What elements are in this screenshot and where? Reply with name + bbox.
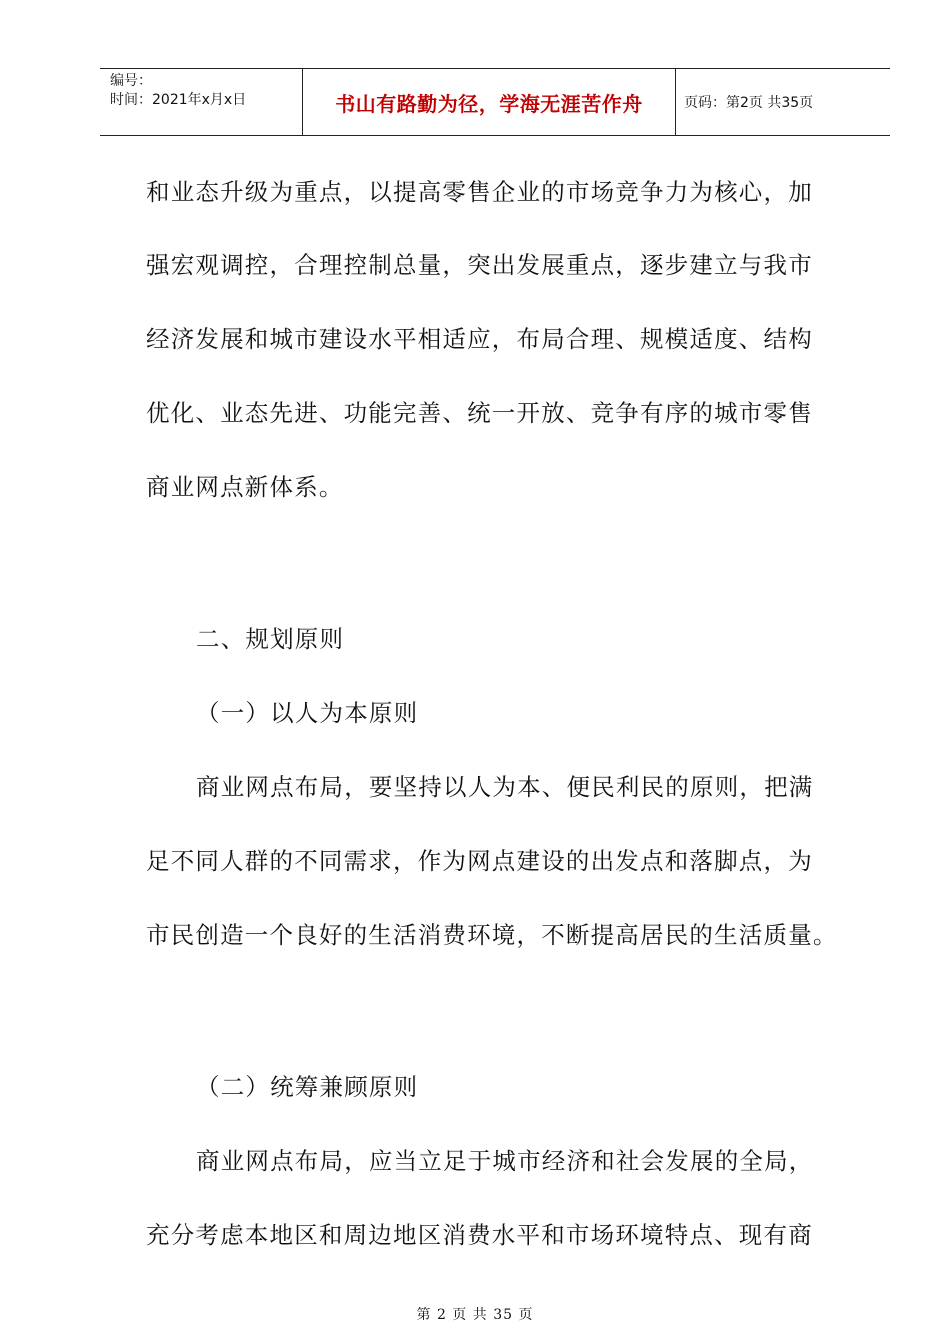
body-line: 强宏观调控，合理控制总量，突出发展重点，逐步建立与我市 [146,251,813,279]
body-line: 足不同人群的不同需求，作为网点建设的出发点和落脚点，为 [146,847,813,875]
body-line: 商业网点新体系。 [146,473,344,501]
document-time-label: 时间：2021年x月x日 [110,92,247,108]
body-line: 经济发展和城市建设水平相适应，布局合理、规模适度、结构 [146,325,813,353]
document-number-label: 编号： [110,73,152,89]
header-motto: 书山有路勤为径，学海无涯苦作舟 [335,91,643,116]
subsection-heading: （一）以人为本原则 [196,699,419,727]
section-heading: 二、规划原则 [196,625,345,653]
body-line: 充分考虑本地区和周边地区消费水平和市场环境特点、现有商 [146,1221,813,1249]
header-motto-cell [302,69,676,135]
page-header [100,68,890,136]
header-page-info: 页码：第2页 共35页 [684,95,814,111]
body-line: 优化、业态先进、功能完善、统一开放、竞争有序的城市零售 [146,399,813,427]
body-line: 商业网点布局，要坚持以人为本、便民利民的原则，把满 [196,773,814,801]
subsection-heading: （二）统筹兼顾原则 [196,1073,419,1101]
page-footer: 第 2 页 共 35 页 [416,1307,534,1323]
body-line: 市民创造一个良好的生活消费环境，不断提高居民的生活质量。 [146,921,838,949]
body-line: 和业态升级为重点，以提高零售企业的市场竞争力为核心，加 [146,178,813,206]
header-meta [100,69,302,135]
body-line: 商业网点布局，应当立足于城市经济和社会发展的全局， [196,1147,814,1175]
